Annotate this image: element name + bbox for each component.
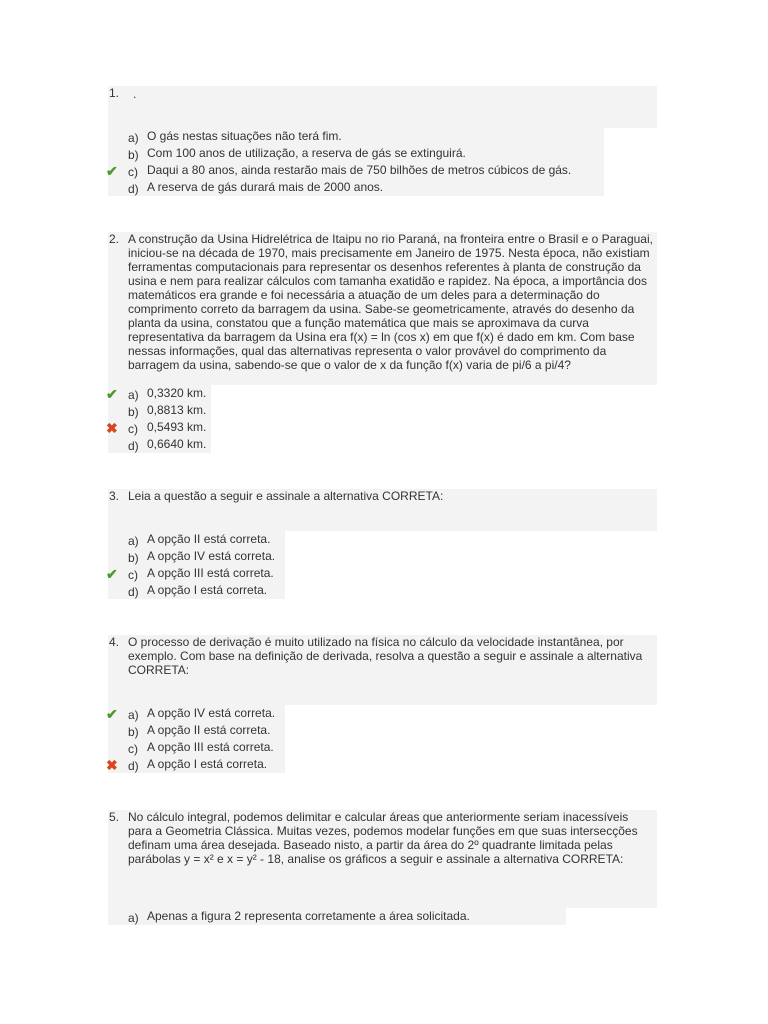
option-letter: a) [128,708,139,722]
option-letter: d) [128,182,139,196]
question-text: Leia a questão a seguir e assinale a alternativa CORRETA: [128,489,444,503]
option-c[interactable] [108,419,657,436]
options-list [108,908,657,925]
option-letter: b) [128,148,139,162]
option-letter: c) [128,742,138,756]
option-d[interactable] [108,582,657,599]
option-a[interactable] [108,531,657,548]
option-text: 0,6640 km. [147,437,207,451]
option-letter: a) [128,388,139,402]
correct-check-icon: ✔ [106,566,118,582]
option-c[interactable] [108,162,657,179]
option-letter: a) [128,911,139,925]
option-text: A opção IV está correta. [147,706,276,720]
option-b[interactable] [108,722,657,739]
option-text: A opção II está correta. [147,723,271,737]
option-c[interactable] [108,739,657,756]
question-text: . [133,87,137,101]
option-letter: c) [128,568,138,582]
question-5-header [108,810,657,908]
options-list [108,531,657,599]
option-letter: a) [128,534,139,548]
option-b[interactable] [108,548,657,565]
option-d[interactable] [108,436,657,453]
option-letter: d) [128,759,139,773]
question-4 [108,635,657,773]
option-text: 0,8813 km. [147,403,207,417]
option-a[interactable] [108,128,657,145]
option-c[interactable] [108,565,657,582]
question-text: A construção da Usina Hidrelétrica de Itaipu no rio Paraná, na fronteira entre o Brasil e o Paraguai, iniciou-se na década de 1970, mais precisamente em Janeiro de 1975. Nesta época, não existiam ferramentas computacionais para representar os desenhos referentes à planta de construção da usina e nem para realizar cálculos com tamanha exatidão e rapidez. Na época, a importância dos matemáticos era grande e foi necessária a atuação de um deles para a determinação do comprimento correto da barragem da usina. Sabe-se geometricamente, através do desenho da planta da usina, constatou que a função matemática que mais se aproximava da curva representativa da barragem da Usina era f(x) = ln (cos x) em que f(x) é dado em km. Com base nessas informações, qual das alternativas representa o valor provável do comprimento da barragem da usina, sabendo-se que o valor de x da função f(x) varia de pi/6 a pi/4? [128,232,653,372]
correct-check-icon: ✔ [106,163,118,179]
option-text: A opção III está correta. [147,740,274,754]
question-1-header [108,86,657,128]
options-list [108,705,657,773]
option-text: A opção II está correta. [147,532,271,546]
question-number: 5. [109,810,120,824]
option-d[interactable] [108,179,657,196]
options-list [108,385,657,453]
wrong-x-icon: ✖ [106,420,118,436]
question-3-header [108,489,657,531]
option-text: A reserva de gás durará mais de 2000 anos. [147,180,384,194]
option-a[interactable] [108,385,657,402]
option-text: Daqui a 80 anos, ainda restarão mais de 750 bilhões de metros cúbicos de gás. [147,163,572,177]
option-letter: c) [128,165,138,179]
option-text: 0,5493 km. [147,420,207,434]
options-list [108,128,657,196]
option-text: 0,3320 km. [147,386,207,400]
question-1 [108,86,657,196]
option-text: A opção IV está correta. [147,549,276,563]
wrong-x-icon: ✖ [106,757,118,773]
option-letter: c) [128,422,138,436]
question-number: 4. [109,635,120,649]
option-text: A opção III está correta. [147,566,274,580]
question-number: 2. [109,232,120,246]
option-d[interactable] [108,756,657,773]
question-4-header [108,635,657,705]
option-a[interactable] [108,908,657,925]
option-text: Apenas a figura 2 representa corretamente a área solicitada. [147,909,470,923]
question-text: O processo de derivação é muito utilizado na física no cálculo da velocidade instantânea, por exemplo. Com base na definição de derivada, resolva a questão a seguir e assinale a alternativa CORRETA: [128,635,643,677]
correct-check-icon: ✔ [106,386,118,402]
correct-check-icon: ✔ [106,706,118,722]
question-2 [108,232,657,453]
question-number: 3. [109,489,120,503]
option-b[interactable] [108,402,657,419]
option-letter: d) [128,439,139,453]
option-letter: b) [128,725,139,739]
question-5 [108,810,657,925]
option-text: O gás nestas situações não terá fim. [147,129,342,143]
option-letter: b) [128,551,139,565]
option-letter: d) [128,585,139,599]
option-b[interactable] [108,145,657,162]
question-number: 1. [109,86,120,100]
question-text: No cálculo integral, podemos delimitar e calcular áreas que anteriormente seriam inacessíveis para a Geometria Clássica. Muitas vezes, podemos modelar funções em que suas intersecções definam uma área desejada. Baseado nisto, a partir da área do 2º quadrante limitada pelas parábolas y = x² e x = y² - 18, analise os gráficos a seguir e assinale a alternativa CORRETA: [128,810,638,866]
question-3 [108,489,657,599]
option-a[interactable] [108,705,657,722]
option-text: Com 100 anos de utilização, a reserva de gás se extinguirá. [147,146,466,160]
option-text: A opção I está correta. [147,757,268,771]
option-letter: a) [128,131,139,145]
option-text: A opção I está correta. [147,583,268,597]
question-2-header [108,232,657,385]
option-letter: b) [128,405,139,419]
